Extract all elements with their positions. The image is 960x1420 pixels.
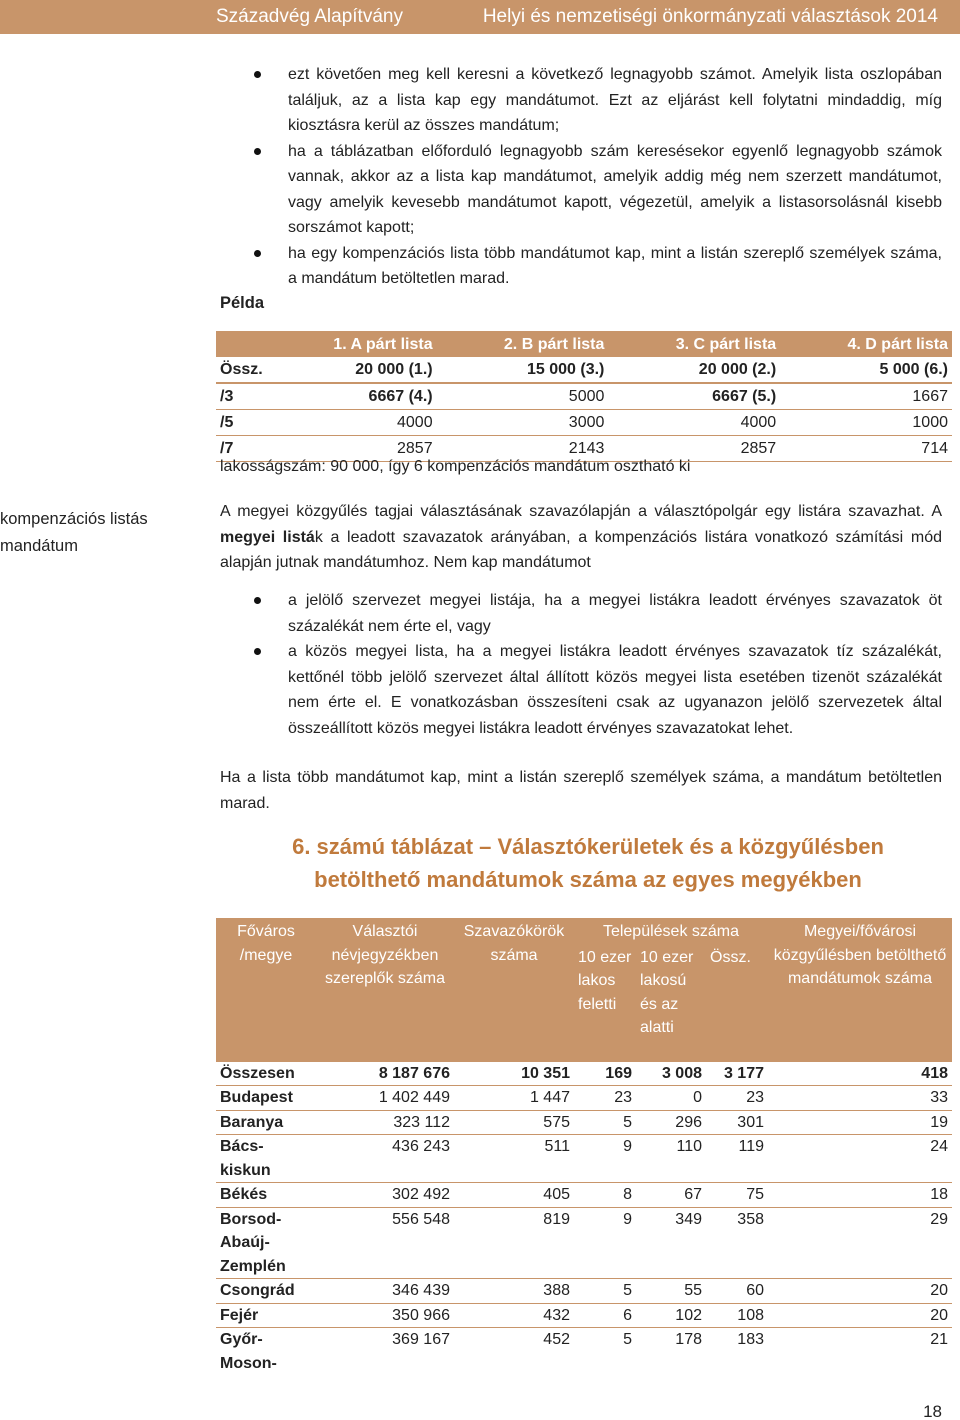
table-cell: 8: [574, 1183, 636, 1208]
table-cell: 6: [574, 1303, 636, 1328]
table-cell: 2857: [267, 436, 437, 462]
row-label: Össz.: [216, 357, 267, 383]
sidebar-term-line: kompenzációs listás: [0, 510, 148, 528]
paragraph-bold: megyei listá: [220, 528, 315, 546]
table-cell: 302 492: [316, 1183, 454, 1208]
sidebar-term: [0, 506, 200, 560]
table-cell: 18: [768, 1183, 952, 1208]
table-cell: 1667: [780, 383, 952, 410]
table-cell: Borsod-Abaúj-Zemplén: [216, 1207, 316, 1279]
table-header-row: [216, 331, 952, 357]
table-cell: 5: [574, 1279, 636, 1304]
table-cell: 119: [706, 1135, 768, 1183]
table-cell: 20 000 (2.): [608, 357, 780, 383]
table-cell: 432: [454, 1303, 574, 1328]
table-cell: 20 000 (1.): [267, 357, 437, 383]
table-cell: 1 447: [454, 1086, 574, 1111]
table-cell: Fejér: [216, 1303, 316, 1328]
table-cell: 350 966: [316, 1303, 454, 1328]
bullet-list-top: [220, 62, 942, 292]
table-cell: 23: [706, 1086, 768, 1111]
table-cell: 436 243: [316, 1135, 454, 1183]
table-header-cell: 4. D párt lista: [780, 331, 952, 357]
table-row: [216, 357, 952, 383]
table-cell: Békés: [216, 1183, 316, 1208]
example-table: [216, 331, 952, 462]
table-header-cell: 1. A párt lista: [267, 331, 437, 357]
list-item: a jelölő szervezet megyei listája, ha a megyei listákra leadott érvényes szavazatok öt százalékát nem érte el, vagy: [220, 588, 942, 639]
table-header-cell: 2. B párt lista: [437, 331, 609, 357]
table-cell: Győr-Moson-: [220, 1331, 277, 1372]
table-cell: 9: [574, 1135, 636, 1183]
table-cell: Baranya: [216, 1110, 316, 1135]
table-cell: 24: [768, 1135, 952, 1183]
table-row: [216, 1110, 952, 1135]
table-cell: 21: [930, 1331, 948, 1348]
table-cell: 29: [768, 1207, 952, 1279]
table-cell: 714: [780, 436, 952, 462]
table-row: [216, 1207, 952, 1279]
table-cell: 405: [454, 1183, 574, 1208]
table-cell: 556 548: [316, 1207, 454, 1279]
table-cell: Összesen: [216, 1062, 316, 1086]
table-title-line: 6. számú táblázat – Választókerületek és a közgyűlésben: [292, 834, 884, 859]
table-cell: 110: [636, 1135, 706, 1183]
list-item: ezt követően meg kell keresni a következő legnagyobb számot. Amelyik lista oszlopában találjuk, az a lista kap egy mandátumot. Ezt az eljárást kell folytatni mindaddig, míg kiosztásra kerül az összes mandátum;: [220, 62, 942, 139]
table-cell: 5: [623, 1331, 632, 1348]
table-row: [216, 1135, 952, 1183]
table-cell: 19: [768, 1110, 952, 1135]
table-cell: 452: [543, 1331, 570, 1348]
table-cell: 20: [768, 1279, 952, 1304]
header-title: Helyi és nemzetiségi önkormányzati választások 2014: [482, 6, 938, 27]
table-cell: 20: [768, 1303, 952, 1328]
table-cell: 8 187 676: [316, 1062, 454, 1086]
table-cell: 1000: [780, 410, 952, 436]
table-cell: 33: [768, 1086, 952, 1111]
table-cell: 183: [737, 1331, 764, 1348]
table-cell: 10 351: [454, 1062, 574, 1086]
table-cell: 5: [574, 1110, 636, 1135]
table-row: [216, 383, 952, 410]
table-header-cell: Szavazókörök száma: [454, 918, 574, 1062]
table-cell: 102: [636, 1303, 706, 1328]
table-cell: 4000: [267, 410, 437, 436]
table-cell: 108: [706, 1303, 768, 1328]
table-cell: 5000: [437, 383, 609, 410]
bullet-list-mid: [220, 588, 942, 741]
page-number: 18: [923, 1402, 942, 1420]
table-row: [216, 1303, 952, 1328]
counties-table: [216, 918, 952, 1375]
row-label: /7: [216, 436, 267, 462]
table-cell: 323 112: [316, 1110, 454, 1135]
row-label: /3: [216, 383, 267, 410]
table-cell: 0: [636, 1086, 706, 1111]
example-note: lakosságszám: 90 000, így 6 kompenzációs mandátum osztható ki: [220, 458, 691, 475]
sidebar-term-line: mandátum: [0, 537, 78, 555]
table-cell: 23: [574, 1086, 636, 1111]
table-cell: 819: [454, 1207, 574, 1279]
table-row: [216, 1328, 952, 1376]
table-cell: 4000: [608, 410, 780, 436]
paragraph-county-vote: [220, 499, 942, 576]
paragraph-text: k a leadott szavazatok arányában, a kompenzációs listára vonatkozó számítási mód alapján jutnak mandátumhoz. Nem kap mandátumot: [220, 528, 942, 571]
table-cell: 346 439: [316, 1279, 454, 1304]
table-cell: 3000: [437, 410, 609, 436]
page-header: [0, 0, 960, 34]
table-cell: 6667 (5.): [608, 383, 780, 410]
table-cell: 169: [574, 1062, 636, 1086]
table-subheader-cell: Össz.: [706, 944, 768, 1062]
list-item: a közös megyei lista, ha a megyei listákra leadott érvényes szavazatok tíz százalékát, kettőnél több jelölő szervezet által állított közös megyei lista esetében tizenöt százalékát nem érte el. E vonatkozásban összesíteni csak az ugyanazon jelölő szervezetek által összeállított közös megyei listákra leadott érvényes szavazatokat lehet.: [220, 639, 942, 741]
table-header-cell: Megyei/fővárosi közgyűlésben betölthető mandátumok száma: [768, 918, 952, 1062]
table-cell: 75: [706, 1183, 768, 1208]
table-cell: 511: [454, 1135, 574, 1183]
table-row: [216, 1086, 952, 1111]
table-header-blank: [216, 331, 267, 357]
table-cell: Csongrád: [216, 1279, 316, 1304]
table-cell: 178: [675, 1331, 702, 1348]
table-cell: 67: [636, 1183, 706, 1208]
table-cell: 418: [768, 1062, 952, 1086]
table-cell: 2143: [437, 436, 609, 462]
table-cell: 575: [454, 1110, 574, 1135]
table-cell: 60: [706, 1279, 768, 1304]
table-cell: 6667 (4.): [267, 383, 437, 410]
table-header-cell: 3. C párt lista: [608, 331, 780, 357]
table-cell: 296: [636, 1110, 706, 1135]
table-cell: 5 000 (6.): [780, 357, 952, 383]
table-cell: 369 167: [392, 1331, 450, 1348]
paragraph-unfilled: Ha a lista több mandátumot kap, mint a listán szereplő személyek száma, a mandátum betöltetlen marad.: [220, 769, 942, 812]
table-subheader-cell: 10 ezer lakos feletti: [574, 944, 636, 1062]
table-cell: 2857: [608, 436, 780, 462]
list-item: ha a táblázatban előforduló legnagyobb szám keresésekor egyenlő legnagyobb számok vannak, akkor az a lista kap mandátumot, amelyik addig még nem szerzett mandátumot, vagy amelyik kevesebb mandátumot kapott, végezetül, amelyik a listasorsolásnál kisebb sorszámot kapott;: [220, 139, 942, 241]
table-cell: 3 008: [636, 1062, 706, 1086]
table-row: [216, 1062, 952, 1086]
table-header-cell: Települések száma: [574, 918, 768, 944]
table-cell: 9: [574, 1207, 636, 1279]
table-header-row: [216, 918, 952, 944]
table-cell: Bács-kiskun: [216, 1135, 316, 1183]
table-header-cell: Választói névjegyzékben szereplők száma: [316, 918, 454, 1062]
table-cell: 3 177: [706, 1062, 768, 1086]
table-cell: Budapest: [216, 1086, 316, 1111]
example-label: Példa: [220, 294, 265, 312]
table-cell: 349: [636, 1207, 706, 1279]
table-cell: 15 000 (3.): [437, 357, 609, 383]
header-org: Századvég Alapítvány: [216, 6, 403, 27]
table-header-cell: Főváros /megye: [216, 918, 316, 1062]
table-cell: 1 402 449: [316, 1086, 454, 1111]
row-label: /5: [216, 410, 267, 436]
list-item: ha egy kompenzációs lista több mandátumot kap, mint a listán szereplő személyek száma, a mandátum betöltetlen marad.: [220, 241, 942, 292]
table-title-line: betölthető mandátumok száma az egyes megyékben: [314, 867, 862, 892]
table-subheader-cell: 10 ezer lakosú és az alatti: [636, 944, 706, 1062]
table-row: [216, 1183, 952, 1208]
table-row: [216, 410, 952, 436]
table-cell: 388: [454, 1279, 574, 1304]
table-title: [220, 830, 956, 896]
table-cell: 301: [706, 1110, 768, 1135]
table-cell: 55: [636, 1279, 706, 1304]
table-row: [216, 1279, 952, 1304]
paragraph-text: A megyei közgyűlés tagjai választásának szavazólapján a választópolgár egy listára szavazhat. A: [220, 503, 942, 520]
table-cell: 358: [706, 1207, 768, 1279]
